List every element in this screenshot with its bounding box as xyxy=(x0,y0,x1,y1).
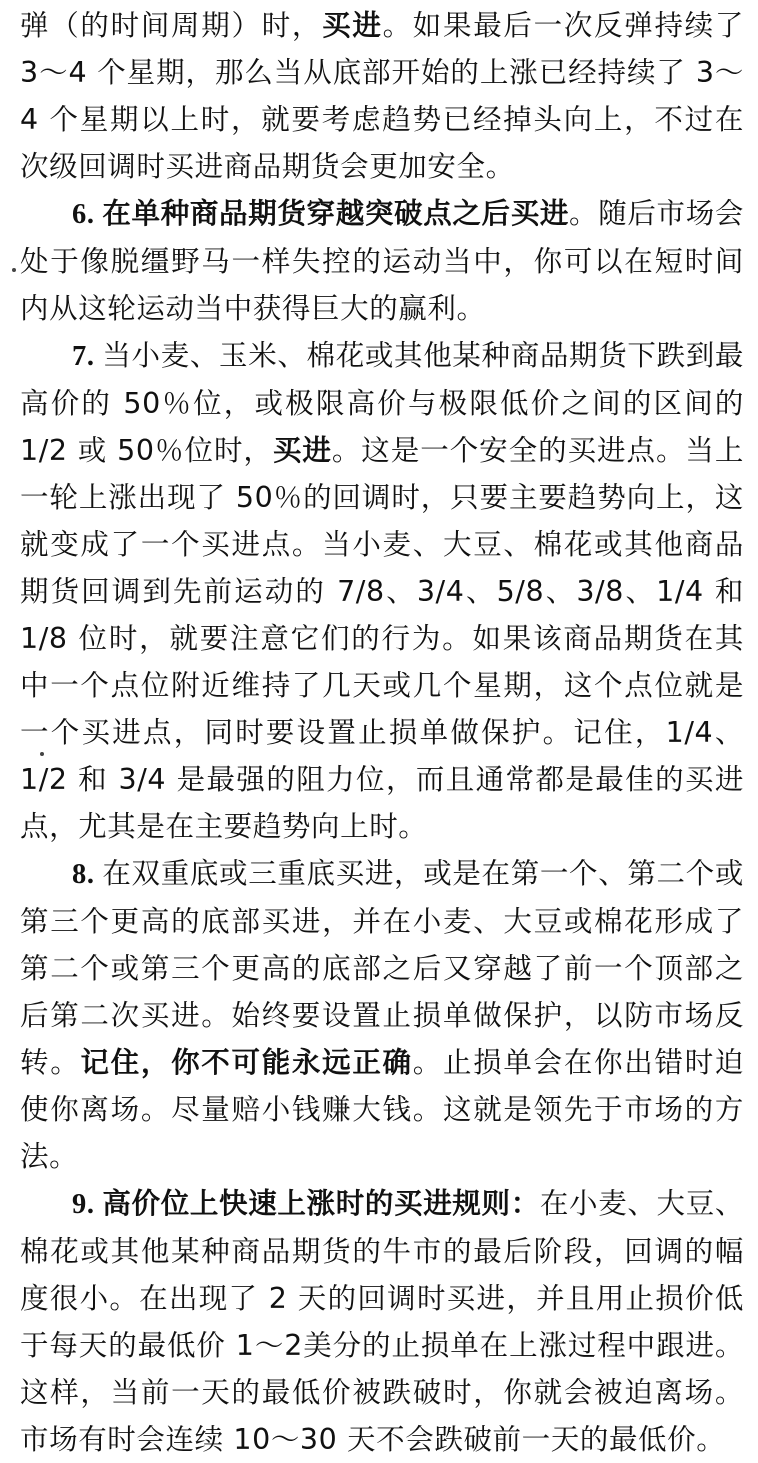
rule-6-heading: 在单种商品期货穿越突破点之后买进 xyxy=(102,197,570,230)
scan-speck-2 xyxy=(40,752,44,756)
rule-8-number: 8. xyxy=(72,859,103,890)
rule-8-emphasis: 记住，你不可能永远正确 xyxy=(80,1046,413,1079)
scan-speck-1 xyxy=(12,268,16,272)
rule-6-number: 6. xyxy=(72,199,103,230)
p5-text-2: 。如果最后一次反弹持续了 3～4 个星期，那么当从底部开始的上涨已经持续了 3～4 个星期以上时，就要考虑趋势已经掉头向上，不过在次级回调时买进商品期货会更加安全。 xyxy=(20,9,744,183)
rule-6-body: 。随后市场会处于像脱缰野马一样失控的运动当中，你可以在短时间内从这轮运动当中获得巨大的赢利。 xyxy=(20,197,744,325)
rule-7-body-2: 。这是一个安全的买进点。当上一轮上涨出现了 50％的回调时，只要主要趋势向上，这就变成了一个买进点。当小麦、大豆、棉花或其他商品期货回调到先前运动的 7/8、3/4、5/8、3/8、1/4 和 1/8 位时，就要注意它们的行为。如果该商品期货在其中一个点位附近维持了几天或几个星期，这个点位就是一个买进点，同时要设置止损单做保护。记住，1/4、1/2 和 3/4 是最强的阻力位，而且通常都是最佳的买进点，尤其是在主要趋势向上时。 xyxy=(20,434,744,843)
rule-7-body-1: 当小麦、玉米、棉花或其他某种商品期货下跌到最高价的 50％位，或极限高价与极限低价之间的区间的 1/2 或 50％位时， xyxy=(20,339,744,467)
rule-7-number: 7. xyxy=(72,341,103,372)
p5-emphasis-buy: 买进 xyxy=(322,9,383,42)
paragraph-rule-9 xyxy=(20,1180,744,1463)
rule-7-emphasis-buy: 买进 xyxy=(272,434,332,467)
paragraph-rule-5-continuation xyxy=(20,2,744,190)
rule-9-heading: 高价位上快速上涨时的买进规则： xyxy=(102,1187,540,1220)
rule-8-body-2: 。止损单会在你出错时迫使你离场。尽量赔小钱赚大钱。这就是领先于市场的方法。 xyxy=(20,1046,745,1173)
rule-9-body: 在小麦、大豆、棉花或其他某种商品期货的牛市的最后阶段，回调的幅度很小。在出现了 2 天的回调时买进，并且用止损价低于每天的最低价 1～2美分的止损单在上涨过程中跟进。这样，当前一天的最低价被跌破时，你就会被迫离场。市场有时会连续 10～30 天不会跌破前一天的最低价。 xyxy=(20,1187,744,1456)
paragraph-rule-7 xyxy=(20,332,744,850)
rule-8-body-1: 在双重底或三重底买进，或是在第一个、第二个或第三个更高的底部买进，并在小麦、大豆或棉花形成了第二个或第三个更高的底部之后又穿越了前一个顶部之后第二次买进。始终要设置止损单做保护，以防市场反转。 xyxy=(20,857,744,1079)
rule-9-number: 9. xyxy=(72,1189,103,1220)
book-page xyxy=(0,2,758,1456)
p5-text-1: 弹（的时间周期）时， xyxy=(20,9,323,42)
paragraph-rule-8 xyxy=(20,850,744,1180)
paragraph-rule-6 xyxy=(20,190,744,332)
